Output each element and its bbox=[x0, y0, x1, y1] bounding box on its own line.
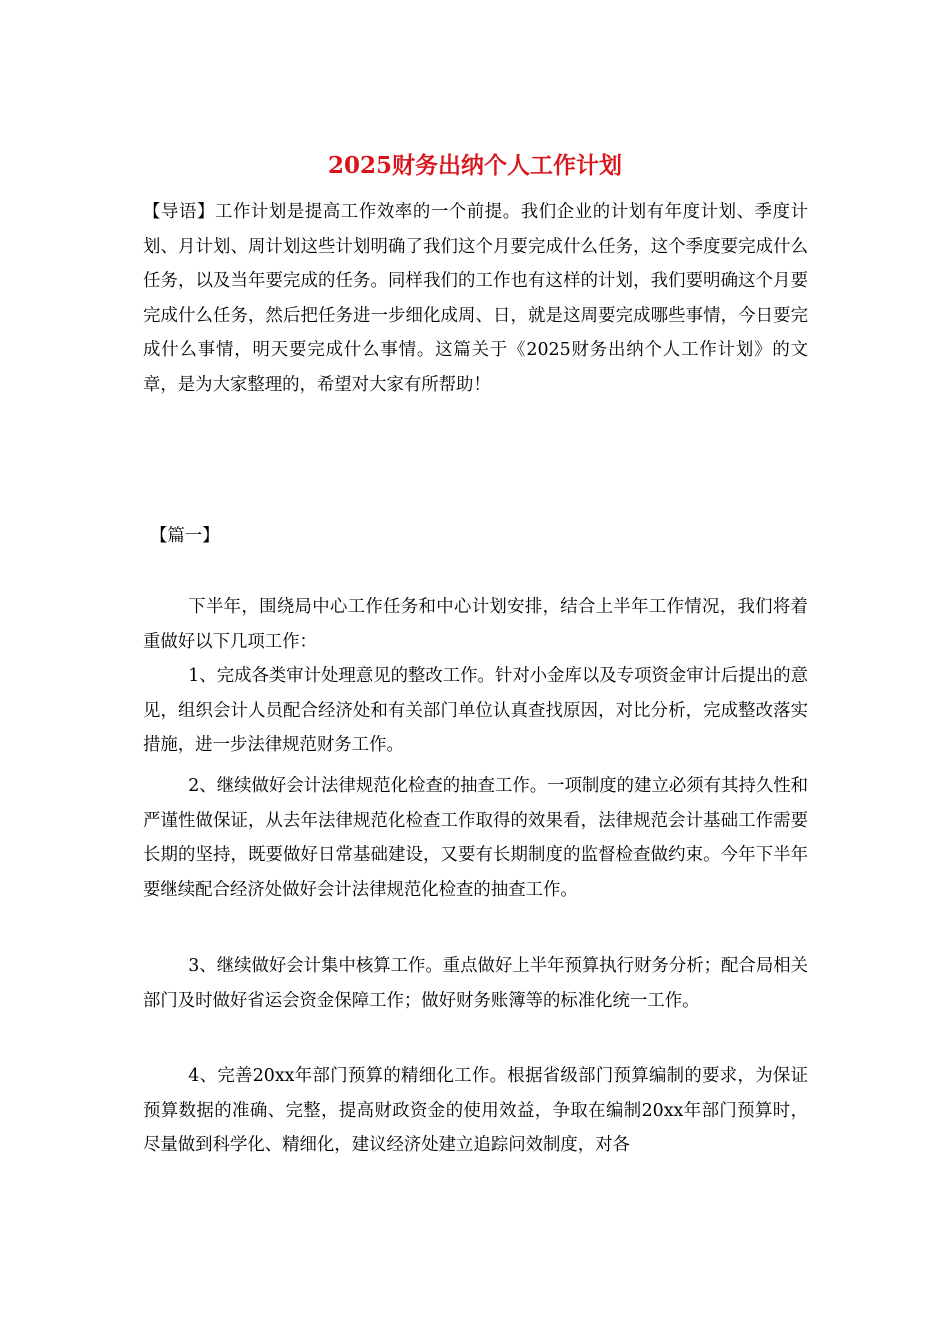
body-paragraph: 3、继续做好会计集中核算工作。重点做好上半年预算执行财务分析；配合局相关部门及时做好省运会资金保障工作；做好财务账簿等的标准化统一工作。 bbox=[143, 956, 808, 1011]
intro-paragraph: 【导语】工作计划是提高工作效率的一个前提。我们企业的计划有年度计划、季度计划、月计划、周计划这些计划明确了我们这个月要完成什么任务，这个季度要完成什么任务，以及当年要完成的任务。同样我们的工作也有这样的计划，我们要明确这个月要完成什么任务，然后把任务进一步细化成周、日，就是这周要完成哪些事情，今日要完成什么事情，明天要完成什么事情。这篇关于《2025财务出纳个人工作计划》的文章，是为大家整理的，希望对大家有所帮助！ bbox=[143, 202, 808, 395]
body-paragraph: 2、继续做好会计法律规范化检查的抽查工作。一项制度的建立必须有其持久性和严谨性做保证，从去年法律规范化检查工作取得的效果看，法律规范会计基础工作需要长期的坚持，既要做好日常基础建设，又要有长期制度的监督检查做约束。今年下半年要继续配合经济处做好会计法律规范化检查的抽查工作。 bbox=[143, 776, 808, 900]
document-title: 2025财务出纳个人工作计划 bbox=[327, 152, 622, 179]
body-paragraph: 1、完成各类审计处理意见的整改工作。针对小金库以及专项资金审计后提出的意见，组织会计人员配合经济处和有关部门单位认真查找原因，对比分析，完成整改落实措施，进一步法律规范财务工作。 bbox=[143, 666, 808, 756]
section-heading: 【篇一】 bbox=[150, 526, 220, 546]
body-paragraph: 4、完善20xx年部门预算的精细化工作。根据省级部门预算编制的要求，为保证预算数据的准确、完整，提高财政资金的使用效益，争取在编制20xx年部门预算时，尽量做到科学化、精细化，建议经济处建立追踪问效制度，对各 bbox=[143, 1066, 808, 1156]
body-paragraph: 下半年，围绕局中心工作任务和中心计划安排，结合上半年工作情况，我们将着重做好以下几项工作： bbox=[143, 597, 808, 652]
